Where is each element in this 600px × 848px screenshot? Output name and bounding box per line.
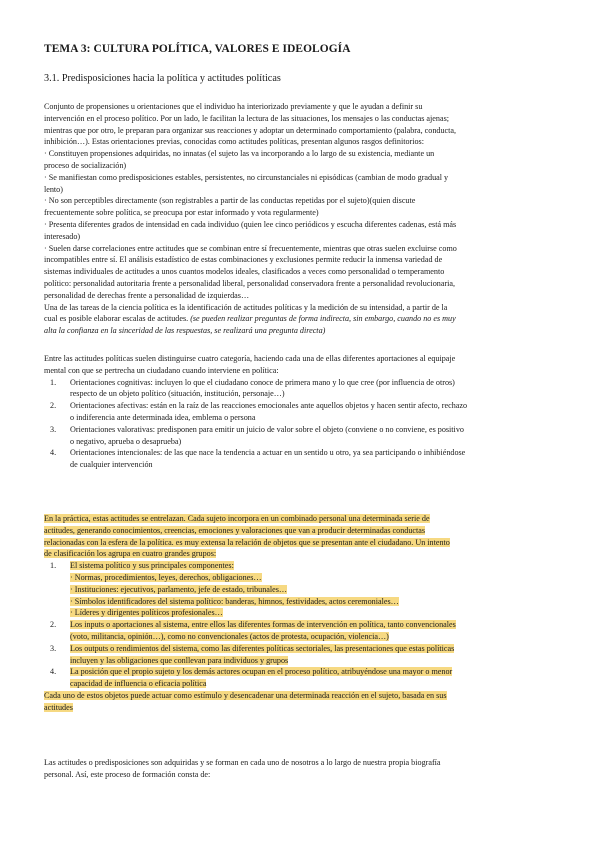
text-line: inhibición…). Estas orientaciones previas, conocidas como actitudes políticas, presentan algunos rasgos definitorios:	[44, 137, 424, 147]
list-item-continuation: respecto de un objeto político (situación, institución, personaje…)	[70, 389, 285, 399]
categories-paragraph	[44, 353, 554, 471]
list-item	[44, 400, 554, 412]
text-line: Entre las actitudes políticas suelen distinguirse cuatro categoría, haciendo cada una de ellas diferentes aportaciones al equipaje	[44, 354, 456, 363]
list-number: 2.	[50, 620, 57, 630]
highlighted-text: · Normas, procedimientos, leyes, derechos, obligaciones…	[70, 572, 262, 582]
text-fragment: cual es posible elaborar escalas de actitudes.	[44, 314, 191, 324]
text-line: incompatibles entre sí. El análisis estadístico de estas combinaciones y exclusiones permite reducir la inmensa variedad de	[44, 255, 443, 265]
list-number: 3.	[50, 424, 57, 434]
list-item	[44, 619, 554, 631]
highlighted-text: de clasificación los agrupa en cuatro grandes grupos:	[44, 549, 217, 559]
highlighted-text: actitudes	[44, 702, 73, 712]
text-line: Conjunto de propensiones u orientaciones que el individuo ha interiorizado previamente y que le ayudan a definir su	[44, 102, 423, 111]
list-number: 1.	[50, 377, 57, 387]
highlighted-text: relacionadas con la esfera de la política. es muy extensa la relación de objetos que se presentan ante el ciudadano. Un intento	[44, 537, 450, 547]
list-text: Orientaciones valorativas: predisponen para emitir un juicio de valor sobre el objeto (conviene o no conviene, es positivo	[70, 424, 464, 434]
highlighted-text: capacidad de influencia o eficacia política	[70, 679, 207, 689]
highlighted-text: incluyen y las obligaciones que conllevan para individuos y grupos	[70, 655, 289, 665]
list-number: 2.	[50, 401, 57, 411]
text-line: · No son perceptibles directamente (son registrables a partir de las conductas repetidas por el sujeto)(quien discute	[44, 196, 416, 206]
list-text: Orientaciones afectivas: están en la raíz de las reacciones emocionales ante aquellos objetos y hacen sentir afecto, rechazo	[70, 401, 468, 411]
highlighted-text: (voto, militancia, opinión…), como no convencionales (actos de protesta, ocupación, violencia…)	[70, 631, 389, 641]
text-line: político: personalidad autoritaria frente a personalidad liberal, personalidad conservadora frente a personalidad revolucionaria,	[44, 278, 456, 288]
text-line: mientras que por otro, le preparan para organizar sus reacciones y adoptar un determinado comportamiento (palabra, conducta,	[44, 125, 457, 135]
list-item	[44, 560, 554, 572]
list-item	[44, 377, 554, 389]
section-heading: 3.1. Predisposiciones hacia la política y actitudes políticas	[44, 73, 281, 84]
highlighted-text: · Líderes y dirigentes políticos profesionales…	[70, 608, 223, 618]
text-line	[44, 313, 554, 325]
formation-paragraph	[44, 757, 554, 781]
italic-note: (se pueden realizar preguntas de forma indirecta, sin embargo, cuando no es muy	[190, 314, 456, 324]
list-item	[44, 666, 554, 678]
list-number: 4.	[50, 667, 57, 677]
highlighted-text: Los outputs o rendimientos del sistema, como las diferentes políticas sectoriales, las presentaciones que estas políticas	[70, 643, 455, 653]
list-item	[44, 447, 554, 459]
text-line: Una de las tareas de la ciencia política es la identificación de actitudes políticas y la medición de su intensidad, a partir de la	[44, 302, 448, 312]
list-number: 3.	[50, 643, 57, 653]
text-line: sistemas individuales de actitudes a unos cuantos modelos ideales, clasificados a veces como personalidad o temperamento	[44, 267, 445, 277]
text-line: interesado)	[44, 231, 81, 241]
list-text: Orientaciones intencionales: de las que nace la tendencia a actuar en un sentido u otro, ya sea participando o inhibiéndose	[70, 448, 466, 458]
text-line: Las actitudes o predisposiciones son adquiridas y se forman en cada uno de nosotros a lo largo de nuestra propia biografía	[44, 758, 441, 767]
list-text: Orientaciones cognitivas: incluyen lo que el ciudadano conoce de primera mano y lo que cree (por influencia de otros)	[70, 377, 455, 387]
text-line: personalidad de derechas frente a personalidad de izquierdas…	[44, 290, 250, 300]
highlighted-text: El sistema político y sus principales componentes:	[70, 561, 234, 571]
list-item-continuation: o negativo, aprueba o desaprueba)	[70, 436, 182, 446]
text-line: frecuentemente sobre política, se preocupa por estar informado y vota regularmente)	[44, 208, 319, 218]
highlighted-text: · Símbolos identificadores del sistema político: banderas, himnos, festividades, actos ceremoniales…	[70, 596, 399, 606]
highlighted-text: La posición que el propio sujeto y los demás actores ocupan en el proceso político, atribuyéndose una mayor o menor	[70, 667, 453, 677]
definition-paragraph	[44, 101, 554, 337]
list-item	[44, 643, 554, 655]
document-title: TEMA 3: CULTURA POLÍTICA, VALORES E IDEOLOGÍA	[44, 43, 351, 55]
text-line: · Se manifiestan como predisposiciones estables, persistentes, no circunstanciales ni episódicas (cambian de modo gradual y	[44, 172, 449, 182]
highlighted-text: En la práctica, estas actitudes se entrelazan. Cada sujeto incorpora en un combinado personal una determinada serie de	[44, 514, 430, 523]
highlighted-text: actitudes, generando conocimientos, creencias, emociones y valoraciones que van a producir determinadas conductas	[44, 525, 426, 535]
text-line: proceso de socialización)	[44, 160, 127, 170]
text-line: · Constituyen propensiones adquiridas, no innatas (el sujeto las va incorporando a lo largo de su existencia, mediante un	[44, 149, 435, 159]
highlighted-section	[44, 513, 554, 714]
list-item	[44, 424, 554, 436]
list-item-continuation: o indiferencia ante determinada idea, emblema o persona	[70, 412, 256, 422]
list-item-continuation: de cualquier intervención	[70, 460, 153, 470]
list-number: 4.	[50, 448, 57, 458]
highlighted-text: Cada uno de estos objetos puede actuar como estímulo y desencadenar una determinada reacción en el sujeto, basada en sus	[44, 690, 447, 700]
text-line: lento)	[44, 184, 63, 194]
text-line: mental con que se pertrecha un ciudadano cuando interviene en política:	[44, 365, 279, 375]
text-line: · Presenta diferentes grados de intensidad en cada individuo (quien lee cinco periódicos y escucha diferentes cadenas, está más	[44, 219, 457, 229]
list-number: 1.	[50, 561, 57, 571]
text-line: · Suelen darse correlaciones entre actitudes que se combinan entre sí frecuentemente, mientras que otras suelen excluirse como	[44, 243, 457, 253]
highlighted-text: Los inputs o aportaciones al sistema, entre ellos las diferentes formas de intervención en política, tanto convencionales	[70, 620, 456, 630]
text-line: intervención en el proceso político. Por un lado, le facilitan la lectura de las situaciones, los mensajes o las conductas ajenas;	[44, 113, 449, 123]
highlighted-text: · Instituciones: ejecutivos, parlamento, jefe de estado, tribunales…	[70, 584, 288, 594]
text-line: personal. Así, este proceso de formación consta de:	[44, 769, 211, 779]
italic-note-line: alta la confianza en la sinceridad de las respuestas, se realizará una pregunta directa)	[44, 326, 326, 336]
